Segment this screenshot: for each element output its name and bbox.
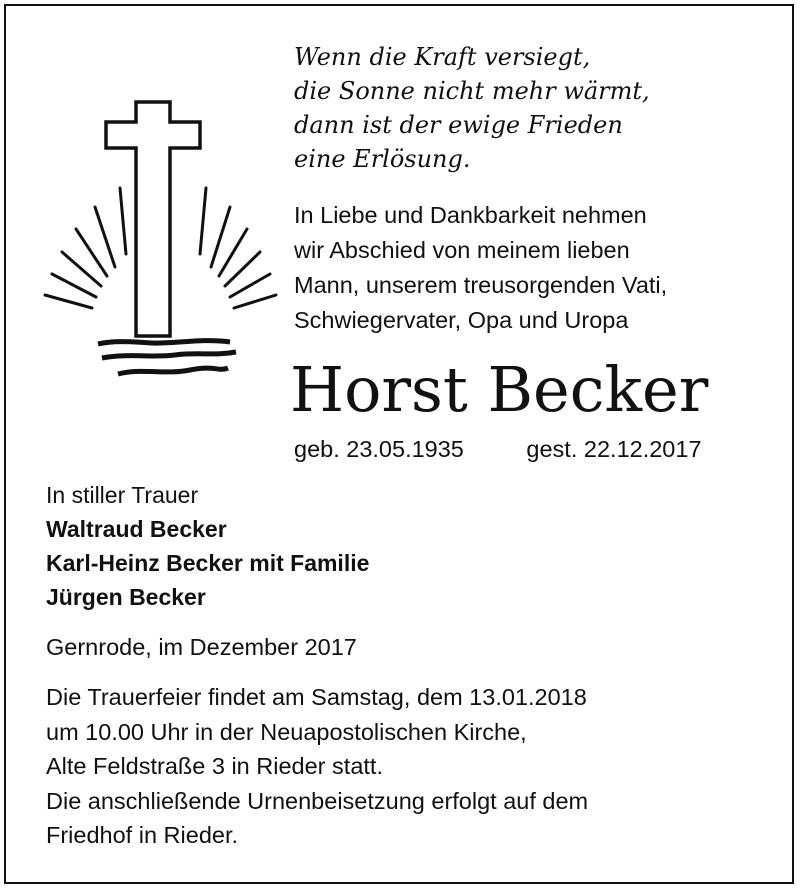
mourner-name: Jürgen Becker	[46, 584, 206, 610]
mourner-name: Karl-Heinz Becker mit Familie	[46, 550, 370, 576]
cross-sunrise-water-icon	[40, 92, 280, 392]
service-line: Alte Feldstraße 3 in Rieder statt.	[46, 753, 383, 779]
funeral-service-info	[46, 680, 588, 853]
service-line: Die Trauerfeier findet am Samstag, dem 13.01.2018	[46, 684, 587, 710]
poem-line: eine Erlösung.	[294, 145, 471, 173]
poem	[294, 40, 650, 176]
service-line: Die anschließende Urnenbeisetzung erfolgt auf dem	[46, 787, 589, 814]
deceased-name: Horst Becker	[290, 353, 709, 426]
service-line: um 10.00 Uhr in der Neuapostolischen Kirche,	[46, 718, 527, 745]
birth-date: geb. 23.05.1935	[294, 436, 464, 462]
poem-line: dann ist der ewige Frieden	[294, 111, 623, 139]
poem-line: die Sonne nicht mehr wärmt,	[294, 77, 650, 105]
service-line: Friedhof in Rieder.	[46, 822, 239, 848]
farewell-text	[294, 198, 667, 338]
farewell-line: Schwiegervater, Opa und Uropa	[294, 307, 629, 333]
mourners	[46, 478, 369, 614]
mourners-heading: In stiller Trauer	[46, 482, 199, 508]
life-dates	[294, 432, 702, 466]
farewell-line: Mann, unserem treusorgenden Vati,	[294, 272, 668, 298]
farewell-line: wir Abschied von meinem lieben	[294, 237, 630, 263]
mourner-name: Waltraud Becker	[46, 516, 227, 542]
farewell-line: In Liebe und Dankbarkeit nehmen	[294, 202, 647, 228]
place-date: Gernrode, im Dezember 2017	[46, 634, 357, 660]
poem-line: Wenn die Kraft versiegt,	[294, 43, 591, 71]
death-date: gest. 22.12.2017	[526, 436, 702, 462]
